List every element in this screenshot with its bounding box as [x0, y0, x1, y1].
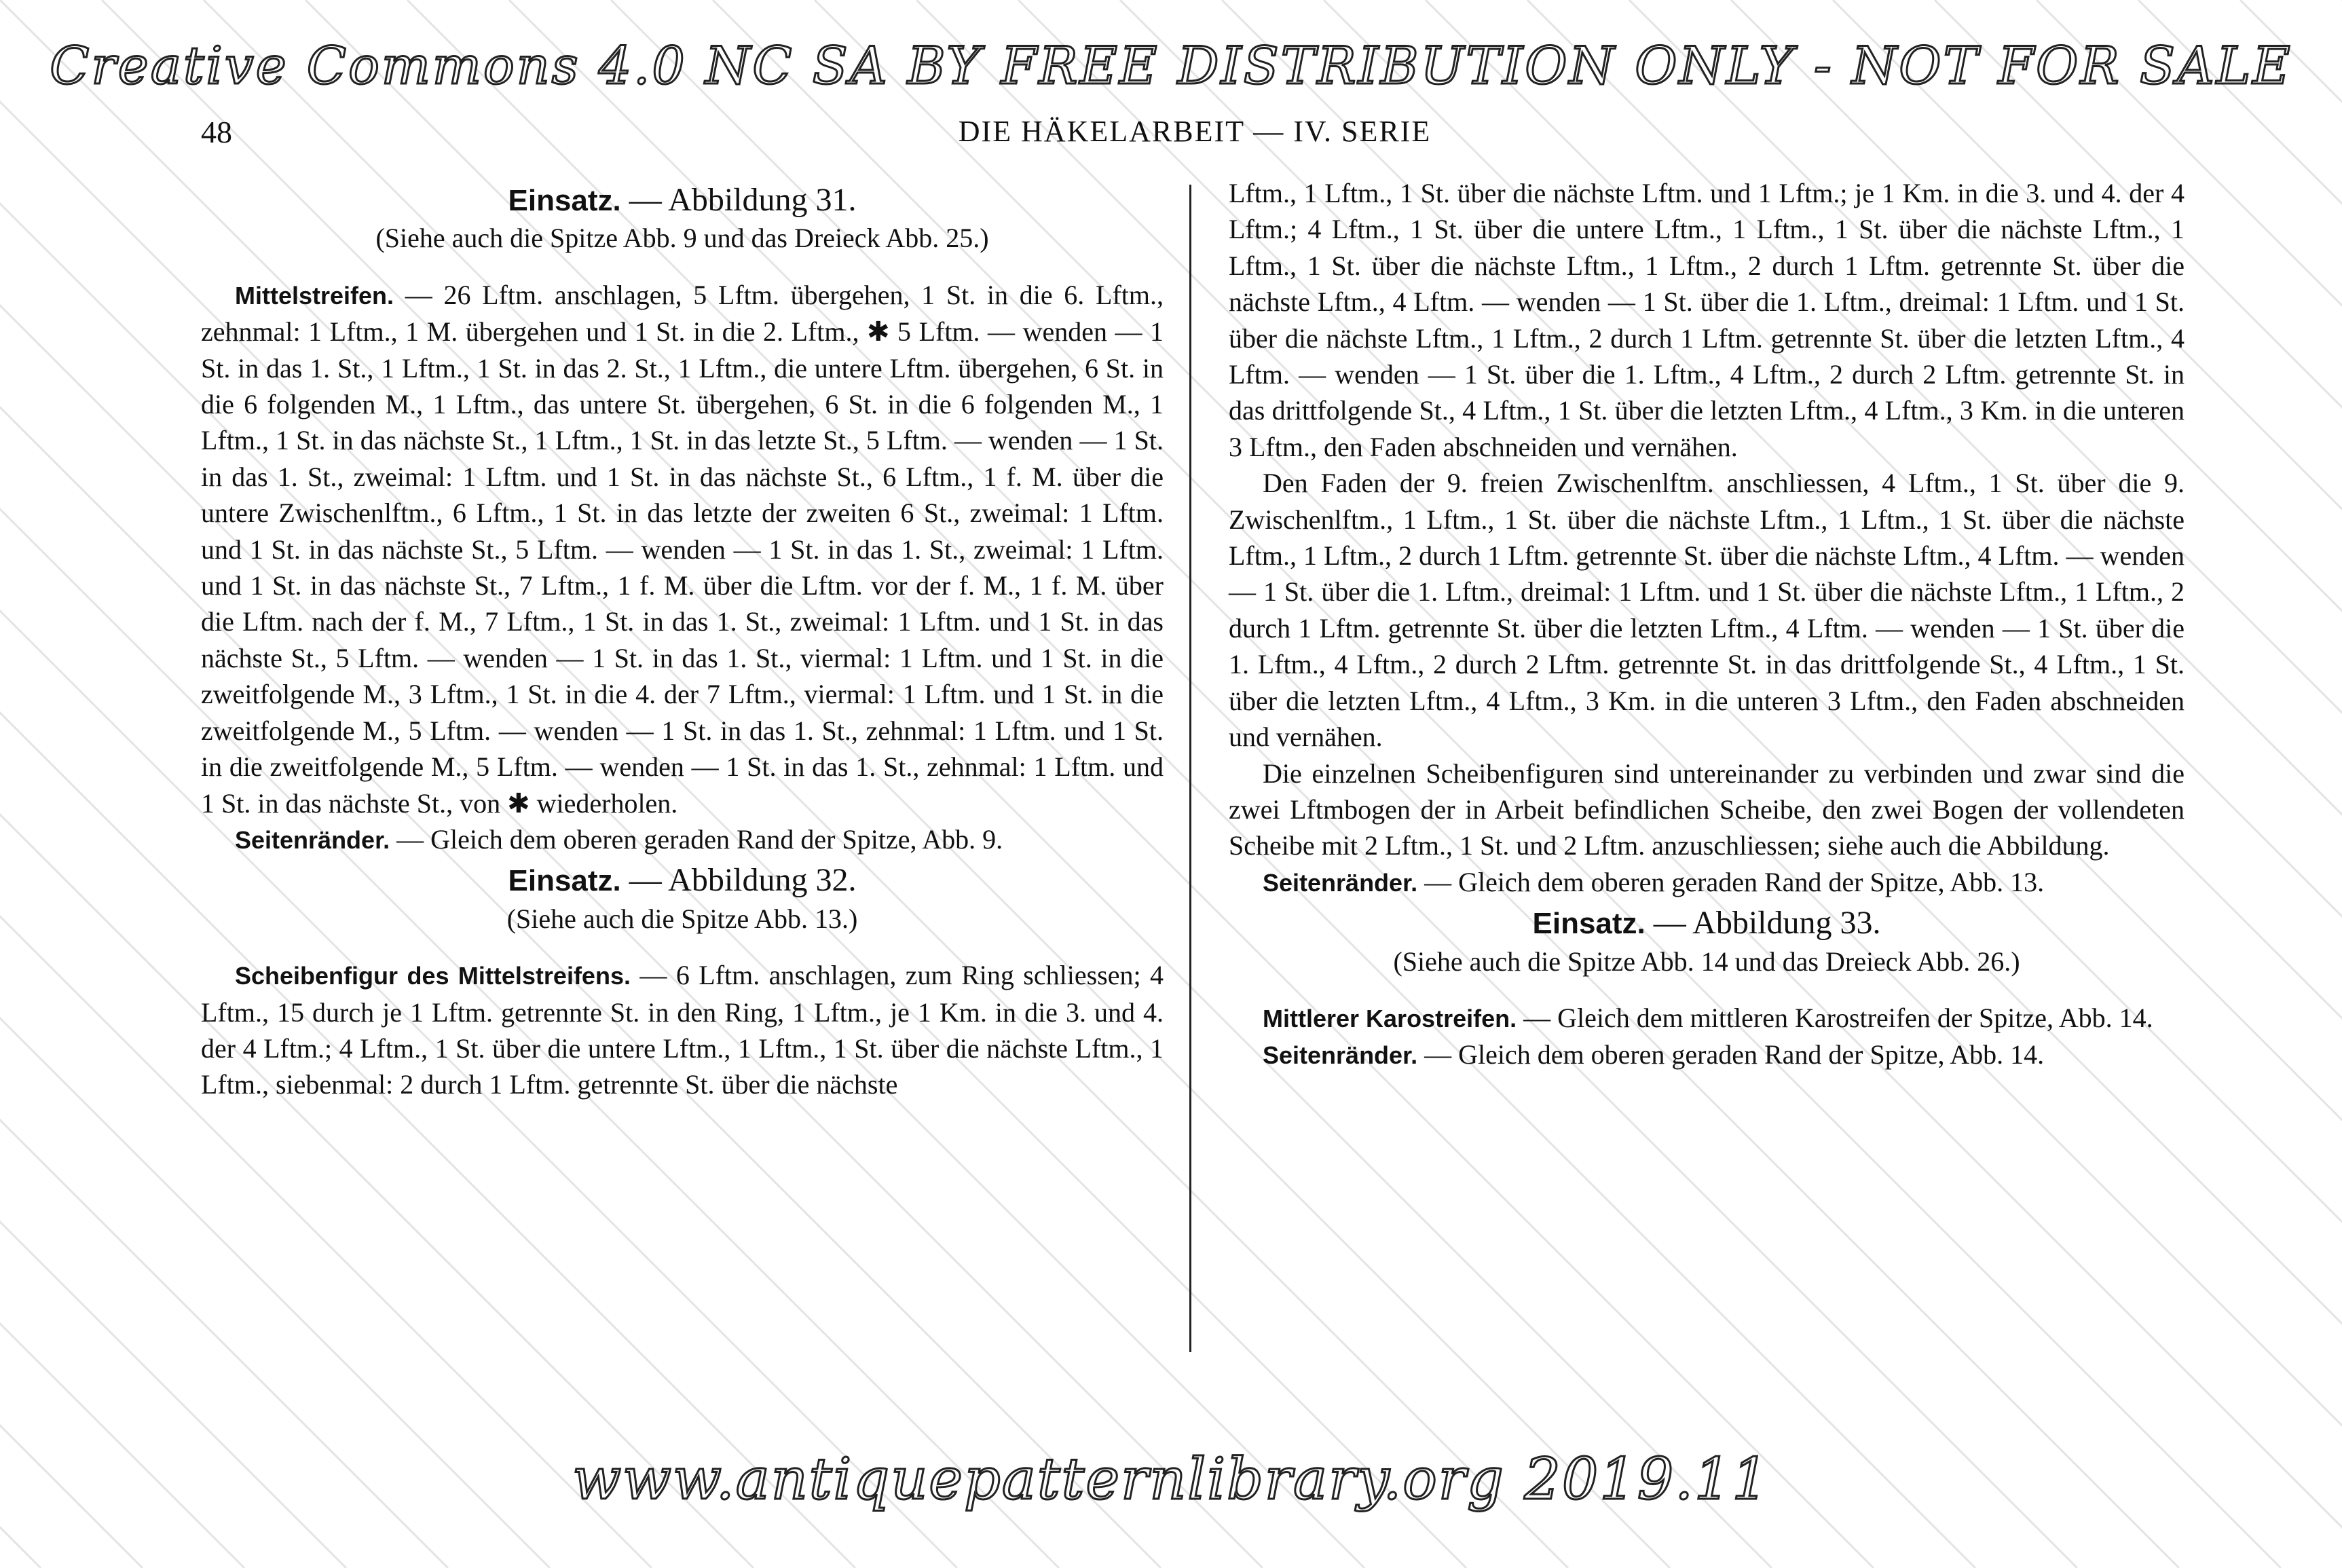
column-divider	[1189, 185, 1191, 1352]
paragraph-keyword: Seitenränder.	[1263, 1041, 1418, 1070]
license-banner: Creative Commons 4.0 NC SA BY FREE DISTRIBUTION ONLY - NOT FOR SALE	[50, 35, 2292, 96]
paragraph-scheibenfigur: Scheibenfigur des Mittelstreifens. — 6 Lftm. anschlagen, zum Ring schliessen; 4 Lftm., 15 durch je 1 Lftm. getrennte St. in den Ring, 1 Lftm., je 1 Km. in die 3. und 4. der 4 Lftm.; 4 Lftm., 1 St. über die untere Lftm., 1 Lftm., 1 St. über die nächste Lftm., 1 Lftm., siebenmal: 2 durch 1 Lftm. getrennte St. über die nächste	[201, 960, 1164, 1100]
paragraph-mittelstreifen: Mittelstreifen. — 26 Lftm. anschlagen, 5 Lftm. übergehen, 1 St. in die 6. Lftm., zehnmal: 1 Lftm., 1 M. übergehen und 1 St. in die 2. Lftm., ✱ 5 Lftm. — wenden — 1 St. in das 1. St., 1 Lftm., 1 St. in das 2. St., 1 Lftm., die untere Lftm. übergehen, 6 St. in die 6 folgenden M., 1 Lftm., das untere St. übergehen, 6 St. in die 6 folgenden M., 1 Lftm., 1 St. in das nächste St., 1 Lftm., 1 St. in das letzte St., 5 Lftm. — wenden — 1 St. in das 1. St., zweimal: 1 Lftm. und 1 St. in das nächste St., 6 Lftm., 1 f. M. über die untere Zwischenlftm., 6 Lftm., 1 St. in das letzte der zweiten 6 St., zweimal: 1 Lftm. und 1 St. in das nächste St., 5 Lftm. — wenden — 1 St. in das 1. St., zweimal: 1 Lftm. und 1 St. in das nächste St., 7 Lftm., 1 f. M. über die Lftm. vor der f. M., 1 f. M. über die Lftm. nach der f. M., 7 Lftm., 1 St. in das 1. St., zweimal: 1 Lftm. und 1 St. in das nächste St., 5 Lftm. — wenden — 1 St. in das 1. St., viermal: 1 Lftm. und 1 St. in die zweitfolgende M., 3 Lftm., 1 St. in die 4. der 7 Lftm., viermal: 1 Lftm. und 1 St. in die zweitfolgende M., 5 Lftm. — wenden — 1 St. in das 1. St., zehnmal: 1 Lftm. und 1 St. in die zweitfolgende M., 5 Lftm. — wenden — 1 St. in das 1. St., zehnmal: 1 Lftm. und 1 St. in das nächste St., von ✱ wiederholen.	[201, 279, 1164, 819]
paragraph-continuation: Lftm., 1 Lftm., 1 St. über die nächste Lftm. und 1 Lftm.; je 1 Km. in die 3. und 4. der 4 Lftm.; 4 Lftm., 1 St. über die untere Lftm., 1 Lftm., 1 St. über die nächste Lftm., 1 Lftm., 1 St. über die nächste Lftm., 1 Lftm., 2 durch 1 Lftm. getrennte St. über die nächste Lftm., 4 Lftm. — wenden — 1 St. über die 1. Lftm., dreimal: 1 Lftm. und 1 St. über die nächste Lftm., 1 Lftm., 2 durch 1 Lftm. getrennte St. über die letzten Lftm., 4 Lftm. — wenden — 1 St. über die 1. Lftm., 4 Lftm., 2 durch 2 Lftm. getrennte St. in das drittfolgende St., 4 Lftm., 1 St. über die letzten Lftm., 4 Lftm., 3 Km. in die unteren 3 Lftm., den Faden abschneiden und vernähen.	[1229, 178, 2185, 462]
source-url-banner: www.antiquepatternlibrary.org 2019.11	[572, 1446, 1770, 1512]
watermark-stripe	[0, 0, 41, 1568]
page-number: 48	[201, 115, 232, 149]
paragraph-keyword: Mittelstreifen.	[235, 281, 394, 310]
right-column	[1229, 175, 2185, 1074]
paragraph-karostreifen: Mittlerer Karostreifen. — Gleich dem mittleren Karostreifen der Spitze, Abb. 14.	[1263, 1002, 2153, 1033]
paragraph-keyword: Scheibenfigur des Mittelstreifens.	[235, 962, 631, 990]
watermark-stripe	[2240, 0, 2342, 1568]
section-note-31: (Siehe auch die Spitze Abb. 9 und das Dreieck Abb. 25.)	[375, 223, 989, 254]
paragraph-seitenraender: Seitenränder. — Gleich dem oberen geraden Rand der Spitze, Abb. 9.	[235, 823, 1003, 855]
paragraph-second-disc: Den Faden der 9. freien Zwischenlftm. anschliessen, 4 Lftm., 1 St. über die 9. Zwischenlftm., 1 Lftm., 1 St. über die nächste Lftm., 1 Lftm., 1 St. über die nächste Lftm., 1 Lftm., 2 durch 1 Lftm. getrennte St. über die nächste Lftm., 4 Lftm. — wenden — 1 St. über die 1. Lftm., dreimal: 1 Lftm. und 1 St. über die nächste Lftm., 1 Lftm., 2 durch 1 Lftm. getrennte St. über die letzten Lftm., 4 Lftm. — wenden — 1 St. über die 1. Lftm., 4 Lftm., 2 durch 2 Lftm. getrennte St. in das drittfolgende St., 4 Lftm., 1 St. über die letzten Lftm., 4 Lftm., 3 Km. in die unteren 3 Lftm., den Faden abschneiden und vernähen.	[1229, 468, 2185, 753]
paragraph-seitenraender-32: Seitenränder. — Gleich dem oberen geraden Rand der Spitze, Abb. 13.	[1263, 866, 2045, 897]
paragraph-seitenraender-33: Seitenränder. — Gleich dem oberen geraden Rand der Spitze, Abb. 14.	[1263, 1039, 2045, 1070]
left-column	[201, 178, 1164, 1103]
paragraph-joining: Die einzelnen Scheibenfiguren sind untereinander zu verbinden und zwar sind die zwei Lftmbogen der in Arbeit befindlichen Scheibe, den zwei Bogen der vollendeten Scheibe mit 2 Lftm., 1 St. und 2 Lftm. anzuschliessen; siehe auch die Abbildung.	[1229, 758, 2185, 861]
watermark-stripe	[0, 0, 143, 1568]
paragraph-keyword: Seitenränder.	[1263, 868, 1418, 897]
running-head: DIE HÄKELARBEIT — IV. SERIE	[958, 115, 1432, 148]
section-note-32: (Siehe auch die Spitze Abb. 13.)	[506, 903, 858, 934]
paragraph-keyword: Mittlerer Karostreifen.	[1263, 1004, 1517, 1032]
section-heading-32: Einsatz. — Abbildung 32.	[508, 862, 857, 899]
section-heading-31: Einsatz. — Abbildung 31.	[508, 182, 857, 218]
paragraph-keyword: Seitenränder.	[235, 825, 390, 854]
section-note-33: (Siehe auch die Spitze Abb. 14 und das Dreieck Abb. 26.)	[1393, 946, 2020, 977]
section-heading-33: Einsatz. — Abbildung 33.	[1532, 905, 1881, 941]
